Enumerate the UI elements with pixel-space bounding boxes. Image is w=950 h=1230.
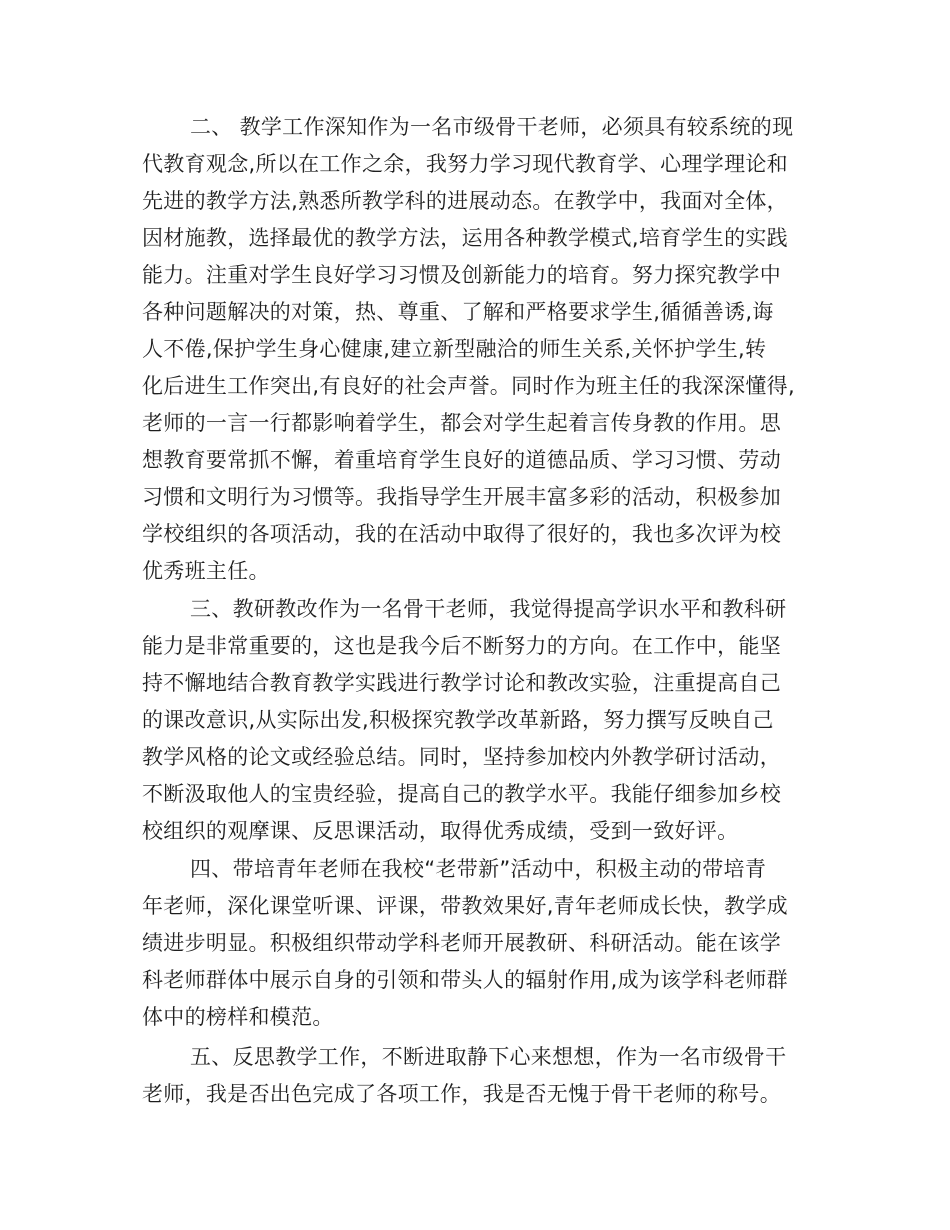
paragraph-2-line-4: 因材施教，选择最优的教学方法，运用各种教学模式,培育学生的实践 [142,226,788,250]
paragraph-2-line-11: 习惯和文明行为习惯等。我指导学生开展丰富多彩的活动，积极参加 [142,485,781,509]
paragraph-4-line-2: 年老师，深化课堂听课、评课，带教效果好,青年老师成长快，教学成 [142,894,788,918]
paragraph-2-line-2: 代教育观念,所以在工作之余，我努力学习现代教育学、心理学理论和 [142,152,788,176]
paragraph-2-line-6: 各种问题解决的对策，热、尊重、了解和严格要求学生,循循善诱,诲 [142,300,774,324]
paragraph-2-line-7: 人不倦,保护学生身心健康,建立新型融洽的师生关系,关怀护学生,转 [142,337,767,361]
paragraph-4-line-5: 体中的榜样和模范。 [142,1005,334,1029]
paragraph-3-line-5: 教学风格的论文或经验总结。同时，坚持参加校内外教学研讨活动， [142,745,781,769]
paragraph-2-line-9: 老师的一言一行都影响着学生，都会对学生起着言传身教的作用。思 [142,411,781,435]
paragraph-3-line-6: 不断汲取他人的宝贵经验，提高自己的教学水平。我能仔细参加乡校 [142,782,781,806]
paragraph-2-line-12: 学校组织的各项活动，我的在活动中取得了很好的，我也多次评为校 [142,522,781,546]
paragraph-4-line-4: 科老师群体中展示自身的引领和带头人的辐射作用,成为该学科老师群 [142,968,788,992]
paragraph-2-line-5: 能力。注重对学生良好学习习惯及创新能力的培育。努力探究教学中 [142,263,781,287]
paragraph-5-line-2: 老师，我是否出色完成了各项工作，我是否无愧于骨干老师的称号。 [142,1082,781,1106]
paragraph-2-line-3: 先进的教学方法,熟悉所教学科的进展动态。在教学中，我面对全体， [142,189,788,213]
paragraph-2-line-13: 优秀班主任。 [142,559,270,583]
paragraph-4-line-1: 四、带培青年老师在我校“老带新”活动中，积极主动的带培青 [190,857,767,881]
paragraph-2-line-10: 想教育要常抓不懈，着重培育学生良好的道德品质、学习习惯、劳动 [142,448,781,472]
paragraph-3-line-2: 能力是非常重要的，这也是我今后不断努力的方向。在工作中，能坚 [142,634,781,658]
paragraph-3-line-1: 三、教研教改作为一名骨干老师，我觉得提高学识水平和教科研 [190,597,787,621]
paragraph-4-line-3: 绩进步明显。积极组织带动学科老师开展教研、科研活动。能在该学 [142,931,781,955]
paragraph-3-line-4: 的课改意识,从实际出发,积极探究教学改革新路，努力撰写反映自己 [142,708,774,732]
paragraph-3-line-7: 校组织的观摩课、反思课活动，取得优秀成绩，受到一致好评。 [142,819,739,843]
paragraph-2-line-8: 化后进生工作突出,有良好的社会声誉。同时作为班主任的我深深懂得, [142,374,795,398]
paragraph-5-line-1: 五、反思教学工作，不断进取静下心来想想，作为一名市级骨干 [190,1045,787,1069]
paragraph-3-line-3: 持不懈地结合教育教学实践进行教学讨论和教改实验，注重提高自己 [142,671,781,695]
paragraph-2-line-1: 二、 教学工作深知作为一名市级骨干老师，必须具有较系统的现 [190,115,794,139]
